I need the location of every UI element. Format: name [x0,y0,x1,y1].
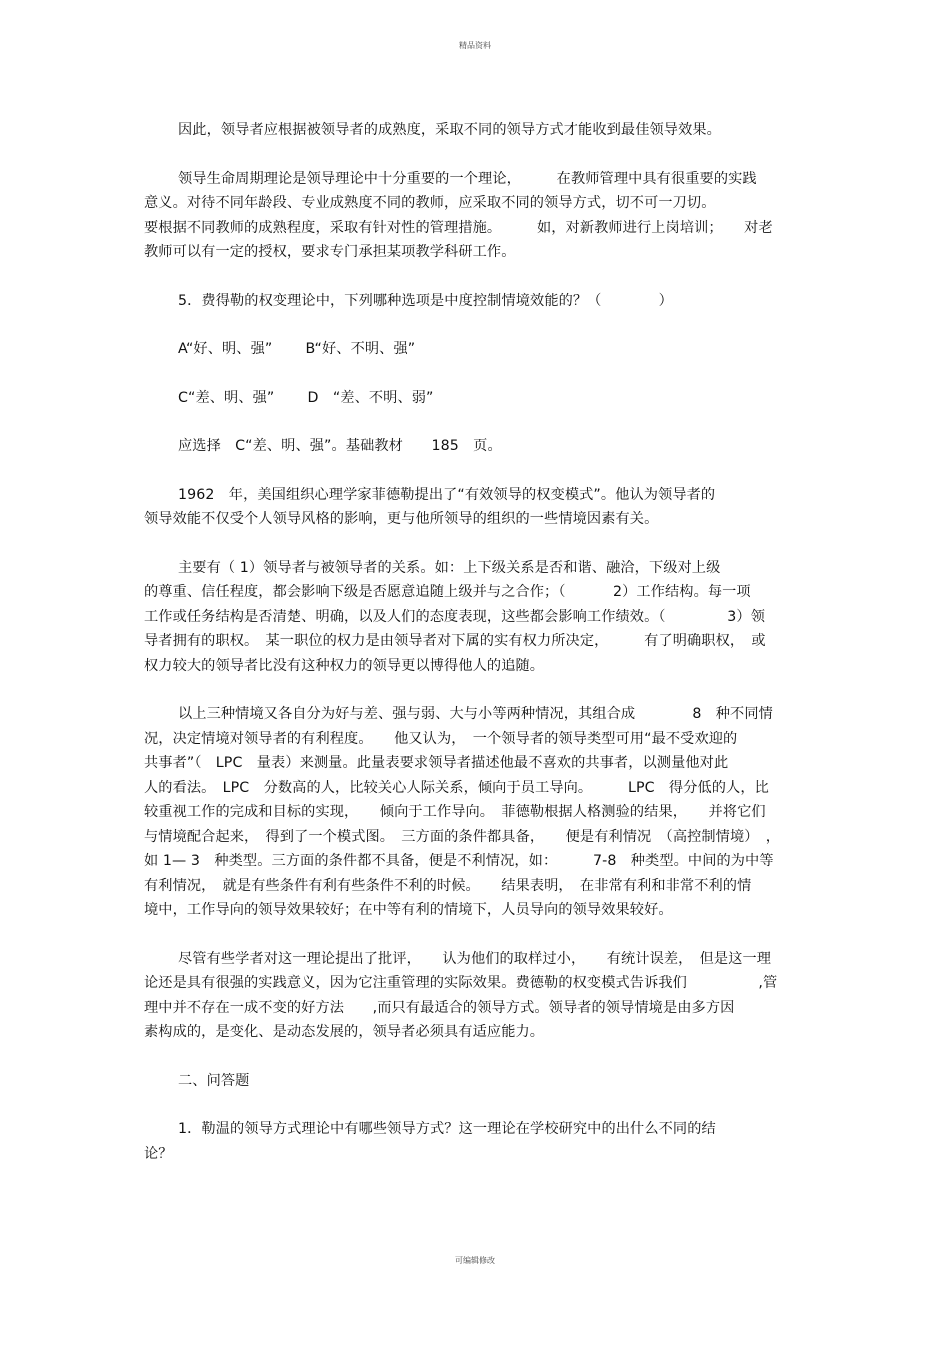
options-a-b [144,337,806,362]
text-line: 意义。对待不同年龄段、专业成熟度不同的教师，应采取不同的领导方式，切不可一刀切。 [144,195,716,211]
text-line: 领导效能不仅受个人领导风格的影响，更与他所领导的组织的一些情境因素有关。 [144,511,659,527]
paragraph-situational-factors [144,556,806,679]
question-5 [144,289,806,314]
text-line: 二、问答题 [178,1072,250,1089]
text-line: A“好、明、强” B“好、不明、强” [178,341,416,357]
text-line: 要根据不同教师的成熟程度，采取有针对性的管理措施。 如，对新教师进行上岗培训； 对老 [144,219,773,236]
answer [144,434,806,459]
text-line: 尽管有些学者对这一理论提出了批评， 认为他们的取样过小， 有统计误差， 但是这一理 [178,950,772,967]
text-line: 应选择 C“差、明、强”。基础教材 185 页。 [178,438,502,454]
document-body [144,118,806,1166]
text-line: 因此，领导者应根据被领导者的成熟度，采取不同的领导方式才能收到最佳领导效果。 [178,122,721,138]
text-line: 理中并不存在一成不变的好方法 ,而只有最适合的领导方式。领导者的领导情境是由多方因 [144,999,735,1016]
paragraph-conclusion [144,118,806,143]
text-line: 1962 年，美国组织心理学家菲德勒提出了“有效领导的权变模式”。他认为领导者的 [178,486,716,503]
options-c-d [144,386,806,411]
paragraph-fiedler-1962 [144,483,806,532]
text-line: 境中，工作导向的领导效果较好；在中等有利的情境下，人员导向的领导效果较好。 [144,902,673,918]
text-line: C“差、明、强” D “差、不明、弱” [178,389,434,406]
paragraph-criticism [144,947,806,1045]
text-line: 素构成的，是变化、是动态发展的，领导者必须具有适应能力。 [144,1024,545,1040]
text-line: 论？ [144,1145,173,1162]
text-line: 领导生命周期理论是领导理论中十分重要的一个理论， 在教师管理中具有很重要的实践 [178,170,757,187]
text-line: 以上三种情境又各自分为好与差、强与弱、大与小等两种情况，其组合成 8 种不同情 [178,706,773,722]
page-header: 精品资料 [459,41,491,50]
text-line: 共事者”（ LPC 量表）来测量。此量表要求领导者描述他最不喜欢的共事者，以测量他对此 [144,755,729,771]
text-line: 权力较大的领导者比没有这种权力的领导更以博得他人的追随。 [144,657,545,674]
text-line: 工作或任务结构是否清楚、明确，以及人们的态度表现，这些都会影响工作绩效。（ 3）领 [144,608,766,625]
text-line: 教师可以有一定的授权，要求专门承担某项教学科研工作。 [144,244,516,260]
section-heading [144,1069,806,1094]
text-line: 1．勒温的领导方式理论中有哪些领导方式？这一理论在学校研究中的出什么不同的结 [178,1121,716,1137]
paragraph-life-cycle-theory [144,167,806,265]
text-line: 较重视工作的完成和目标的实现， 倾向于工作导向。 菲德勒根据人格测验的结果， 并将它们 [144,804,766,820]
text-line: 有利情况， 就是有些条件有利有些条件不利的时候。 结果表明， 在非常有利和非常不利的情 [144,877,752,894]
question-1 [144,1117,806,1166]
text-line: 主要有（ 1）领导者与被领导者的关系。如：上下级关系是否和谐、融洽，下级对上级 [178,559,721,576]
text-line: 5．费得勒的权变理论中，下列哪种选项是中度控制情境效能的？（ ） [178,292,673,309]
text-line: 与情境配合起来， 得到了一个模式图。 三方面的条件都具备， 便是有利情况 （高控制情境） ， [144,828,781,845]
text-line: 的尊重、信任程度，都会影响下级是否愿意追随上级并与之合作；（ 2）工作结构。每一项 [144,584,751,600]
paragraph-lpc-model [144,702,806,923]
text-line: 人的看法。 LPC 分数高的人，比较关心人际关系，倾向于员工导向。 LPC 得分低的人，比 [144,779,769,796]
text-line: 导者拥有的职权。 某一职位的权力是由领导者对下属的实有权力所决定， 有了明确职权， 或 [144,633,766,649]
text-line: 论还是具有很强的实践意义，因为它注重管理的实际效果。费德勒的权变模式告诉我们 ,管 [144,975,778,991]
text-line: 况，决定情境对领导者的有利程度。 他又认为， 一个领导者的领导类型可用“最不受欢迎的 [144,730,738,747]
text-line: 如 1— 3 种类型。三方面的条件都不具备，便是不利情况，如： 7-8 种类型。中间的为中等 [144,853,774,869]
page-footer: 可编辑修改 [455,1256,495,1265]
